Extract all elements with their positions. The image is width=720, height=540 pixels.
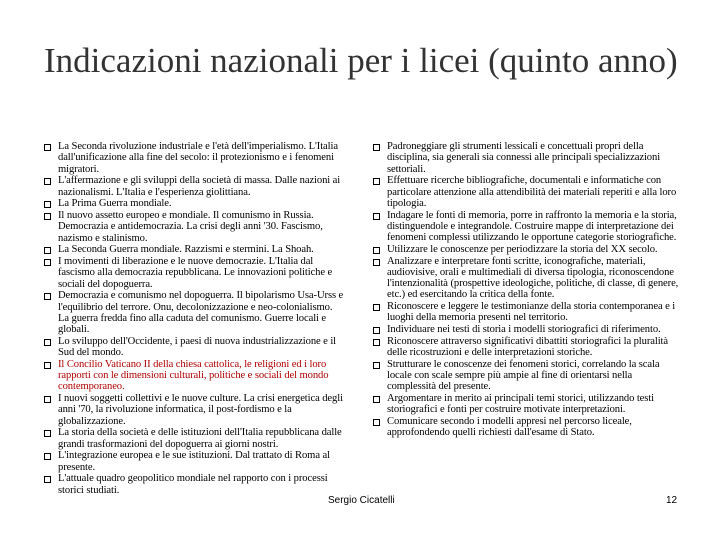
square-bullet-icon xyxy=(44,430,51,437)
square-bullet-icon xyxy=(44,362,51,369)
list-item-text: Analizzare e interpretare fonti scritte, iconografiche, materiali, audiovisive, orali e multimediali di diversa tipologia, riconoscendone l'intenzionalità (prospettive ideologiche, politiche, di classe, di genere, etc.) ed esercitando la critica della fonte. xyxy=(387,255,679,301)
slide-title: Indicazioni nazionali per i licei (quinto anno) xyxy=(44,41,678,80)
square-bullet-icon xyxy=(44,247,51,254)
square-bullet-icon xyxy=(44,476,51,483)
list-item-text: Strutturare le conoscenze dei fenomeni storici, correlando la scala locale con scale sempre più ampie al fine di orientarsi nella complessità del presente. xyxy=(387,358,660,393)
page-number: 12 xyxy=(666,495,678,506)
square-bullet-icon xyxy=(44,339,51,346)
list-item-text: Individuare nei testi di storia i modelli storiografici di riferimento. xyxy=(387,324,661,336)
skill-item xyxy=(373,210,683,244)
list-item-text: I nuovi soggetti collettivi e le nuove culture. La crisi energetica degli anni '70, la rivoluzione informatica, il post-fordismo e la globalizzazione. xyxy=(58,393,343,427)
list-item-text: Il nuovo assetto europeo e mondiale. Il comunismo in Russia. Democrazia e antidemocrazia. La crisi degli anni '30. Fascismo, nazismo e stalinismo. xyxy=(58,209,323,244)
list-item-text: L'affermazione e gli sviluppi della società di massa. Dalle nazioni ai nazionalismi. L'Italia e l'esperienza giolittiana. xyxy=(58,175,341,198)
skill-item xyxy=(373,301,683,324)
list-item-text: I movimenti di liberazione e le nuove democrazie. L'Italia dal fascismo alla democrazia repubblicana. Le innovazioni politiche e sociali del dopoguerra. xyxy=(58,255,333,290)
square-bullet-icon xyxy=(373,178,380,185)
content-item xyxy=(44,359,344,393)
footer-author: Sergio Cicatelli xyxy=(328,495,395,506)
content-item xyxy=(44,427,344,450)
list-item-text: Il Concilio Vaticano II della chiesa cattolica, le religioni ed i loro rapporti con le dimensioni culturali, politiche e sociali del mondo contemporaneo. xyxy=(58,358,329,393)
list-item-text: Indagare le fonti di memoria, porre in raffronto la memoria e la storia, distinguendole e integrandole. Costruire mappe di interpretazione dei fenomeni complessi utilizzando le opportune categorie storiografiche. xyxy=(387,209,677,244)
square-bullet-icon xyxy=(373,259,380,266)
square-bullet-icon xyxy=(44,144,51,151)
list-item-text: La storia della società e delle istituzioni dell'Italia repubblicana dalle grandi trasformazioni del dopoguerra ai giorni nostri. xyxy=(58,427,342,450)
content-item xyxy=(44,256,344,290)
skill-item xyxy=(373,393,683,416)
square-bullet-icon xyxy=(44,178,51,185)
skill-item xyxy=(373,359,683,393)
skills-list-right xyxy=(373,141,683,439)
square-bullet-icon xyxy=(44,259,51,266)
list-item-text: L'attuale quadro geopolitico mondiale nel rapporto con i processi storici studiati. xyxy=(58,473,328,496)
square-bullet-icon xyxy=(373,419,380,426)
content-item xyxy=(44,450,344,473)
list-item-text: La Seconda rivoluzione industriale e l'età dell'imperialismo. L'Italia dall'unificazione alla fine del secolo: il protezionismo e i fenomeni migratori. xyxy=(58,141,338,175)
list-item-text: Riconoscere attraverso significativi dibattiti storiografici la pluralità delle ricostruzioni e delle interpretazioni storiche. xyxy=(387,335,668,359)
content-item xyxy=(44,290,344,335)
content-item xyxy=(44,393,344,427)
square-bullet-icon xyxy=(44,201,51,208)
skill-item xyxy=(373,416,683,439)
content-item xyxy=(44,473,344,496)
square-bullet-icon xyxy=(44,213,51,220)
square-bullet-icon xyxy=(373,327,380,334)
square-bullet-icon xyxy=(44,396,51,403)
square-bullet-icon xyxy=(373,247,380,254)
square-bullet-icon xyxy=(373,144,380,151)
list-item-text: La Prima Guerra mondiale. xyxy=(58,198,172,210)
skill-item xyxy=(373,336,683,359)
content-item xyxy=(44,210,344,244)
list-item-text: Riconoscere e leggere le testimonianze della storia contemporanea e i luoghi della memoria presenti nel territorio. xyxy=(387,301,676,324)
square-bullet-icon xyxy=(373,304,380,311)
square-bullet-icon xyxy=(373,213,380,220)
square-bullet-icon xyxy=(44,453,51,460)
square-bullet-icon xyxy=(373,362,380,369)
skill-item xyxy=(373,244,683,255)
content-item xyxy=(44,336,344,359)
list-item-text: Padroneggiare gli strumenti lessicali e concettuali propri della disciplina, sia generali sia connessi alle principali specializzazioni settoriali. xyxy=(387,141,661,175)
list-item-text: Effettuare ricerche bibliografiche, documentali e informatiche con particolare attenzione alla attendibilità dei materiali reperiti e alla loro tipologia. xyxy=(387,175,677,209)
list-item-text: Democrazia e comunismo nel dopoguerra. Il bipolarismo Usa-Urss e l'equilibrio del terrore. Onu, decolonizzazione e neo-colonialismo. La guerra fredda fino alla caduta del comunismo. Guerre locali e globali. xyxy=(58,290,344,336)
list-item-text: Lo sviluppo dell'Occidente, i paesi di nuova industrializzazione e il Sud del mondo. xyxy=(58,335,337,359)
skill-item xyxy=(373,256,683,301)
list-item-text: L'integrazione europea e le sue istituzioni. Dal trattato di Roma al presente. xyxy=(58,450,330,473)
content-item xyxy=(44,141,344,175)
skill-item xyxy=(373,175,683,209)
skill-item xyxy=(373,141,683,175)
content-item xyxy=(44,175,344,198)
square-bullet-icon xyxy=(373,396,380,403)
skill-item xyxy=(373,324,683,335)
content-item xyxy=(44,244,344,255)
content-item xyxy=(44,198,344,209)
square-bullet-icon xyxy=(44,293,51,300)
list-item-text: Argomentare in merito ai principali temi storici, utilizzando testi storiografici e fonti per costruire motivate interpretazioni. xyxy=(387,393,654,416)
content-list-left xyxy=(44,141,344,496)
square-bullet-icon xyxy=(373,339,380,346)
list-item-text: Comunicare secondo i modelli appresi nel percorso liceale, approfondendo quelli richiesti dall'esame di Stato. xyxy=(387,416,632,439)
list-item-text: Utilizzare le conoscenze per periodizzare la storia del XX secolo. xyxy=(387,243,658,255)
list-item-text: La Seconda Guerra mondiale. Razzismi e stermini. La Shoah. xyxy=(58,244,314,256)
